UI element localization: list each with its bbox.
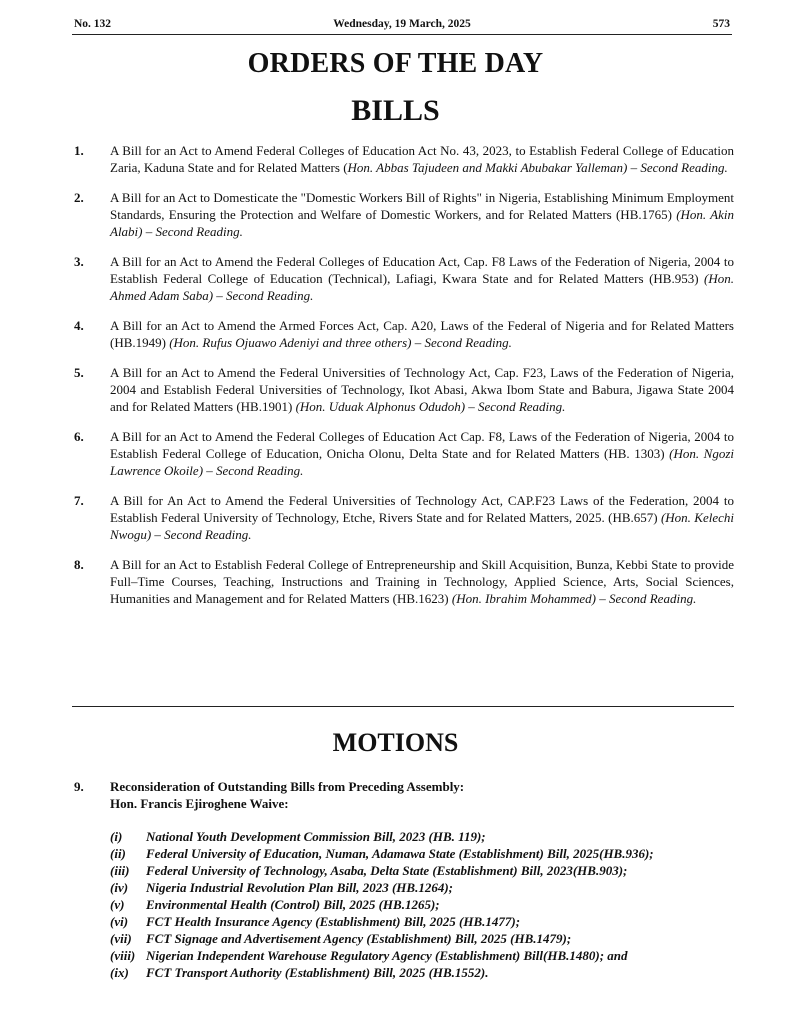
bill-text: A Bill for an Act to Amend the Federal Colleges of Education Act Cap. F8, Laws of the Federation of Nigeria, 2004 to Establish Federal College of Education, Onicha Olonu, Delta State and for Related Matters (HB. 1303) (Hon. Ngozi Lawrence Okoile) – Second Reading. xyxy=(110,429,734,478)
list-item: (i) National Youth Development Commission Bill, 2023 (HB. 119); xyxy=(110,829,486,844)
list-item: (viii) Nigerian Independent Warehouse Regulatory Agency (Establishment) Bill(HB.1480); and xyxy=(110,948,628,963)
bill-text: A Bill for an Act to Amend the Federal Colleges of Education Act, Cap. F8 Laws of the Federation of Nigeria, 2004 to Establish Federal College of Education (Technical), Lafiagi, Kwara State and for Related Matters (HB.953) (Hon. Ahmed Adam Saba) – Second Reading. xyxy=(110,254,734,303)
bill-number: 6. xyxy=(74,429,84,444)
bills-list xyxy=(72,142,734,620)
section-divider xyxy=(72,706,734,707)
motion-bill-list xyxy=(110,828,730,981)
bill-text: A Bill for an Act to Amend Federal Colleges of Education Act No. 43, 2023, to Establish Federal College of Education Zaria, Kaduna State and for Related Matters (Hon. Abbas Tajudeen and Makki Abubakar Yalleman) – Second Reading. xyxy=(110,143,734,175)
bill-number: 8. xyxy=(74,557,84,572)
motion-mover: Hon. Francis Ejiroghene Waive: xyxy=(110,796,289,811)
page-number: 573 xyxy=(712,18,730,30)
bill-sponsor: (Hon. Uduak Alphonus Odudoh) – Second Reading. xyxy=(295,399,566,414)
list-item: (v) Environmental Health (Control) Bill, 2025 (HB.1265); xyxy=(110,897,440,912)
bill-number: 5. xyxy=(74,365,84,380)
bill-number: 2. xyxy=(74,190,84,205)
motion-item-9 xyxy=(72,778,734,812)
bill-sponsor: (Hon. Ahmed Adam Saba) – Second Reading. xyxy=(110,271,734,303)
bill-sponsor: Hon. Abbas Tajudeen and Makki Abubakar Yalleman) – Second Reading. xyxy=(347,160,728,175)
bill-item-2 xyxy=(72,189,734,240)
list-item: (ix) FCT Transport Authority (Establishment) Bill, 2025 (HB.1552). xyxy=(110,965,489,980)
bill-number: 7. xyxy=(74,493,84,508)
bill-number: 3. xyxy=(74,254,84,269)
bill-item-1 xyxy=(72,142,734,176)
list-item: (vi) FCT Health Insurance Agency (Establishment) Bill, 2025 (HB.1477); xyxy=(110,914,521,929)
bill-text: A Bill for an Act to Amend the Federal Universities of Technology Act, Cap. F23, Laws of the Federation of Nigeria, 2004 and Establish Federal Universities of Technology, Ikot Abasi, Akwa Ibom State and Babura, Jigawa State 2004 and for Related Matters (HB.1901) (Hon. Uduak Alphonus Odudoh) – Second Reading. xyxy=(110,365,734,414)
list-item: (iii) Federal University of Technology, Asaba, Delta State (Establishment) Bill, 2023(HB.903); xyxy=(110,863,628,878)
bill-number: 1. xyxy=(74,143,84,158)
page-header xyxy=(72,16,732,35)
motions-heading: MOTIONS xyxy=(332,728,459,757)
motion-heading: Reconsideration of Outstanding Bills from Preceding Assembly: xyxy=(110,779,465,794)
bill-sponsor: (Hon. Rufus Ojuawo Adeniyi and three others) – Second Reading. xyxy=(169,335,512,350)
issue-date: Wednesday, 19 March, 2025 xyxy=(333,18,471,30)
bill-text: A Bill for an Act to Amend the Armed Forces Act, Cap. A20, Laws of the Federal of Nigeria and for Related Matters (HB.1949) (Hon. Rufus Ojuawo Adeniyi and three others) – Second Reading. xyxy=(110,318,734,350)
orders-of-the-day-heading: ORDERS OF THE DAY xyxy=(247,48,544,79)
issue-number: No. 132 xyxy=(74,18,112,30)
bill-sponsor: (Hon. Akin Alabi) – Second Reading. xyxy=(110,207,734,239)
bill-text: A Bill for an Act to Establish Federal College of Entrepreneurship and Skill Acquisition, Bunza, Kebbi State to provide Full–Time Courses, Teaching, Instructions and Training in Technology, Applied Science, Arts, Social Sciences, Humanities and Management and for Related Matters (HB.1623) (Hon. Ibrahim Mohammed) – Second Reading. xyxy=(110,557,734,606)
bill-text: A Bill for An Act to Amend the Federal Universities of Technology Act, CAP.F23 Laws of the Federation, 2004 to Establish Federal University of Technology, Etche, Rivers State and for Related Matters, 2025. (HB.657) (Hon. Kelechi Nwogu) – Second Reading. xyxy=(110,493,734,542)
motion-number: 9. xyxy=(74,779,84,794)
bill-sponsor: (Hon. Ngozi Lawrence Okoile) – Second Reading. xyxy=(110,446,734,478)
bill-item-3 xyxy=(72,253,734,304)
bill-item-6 xyxy=(72,428,734,479)
list-item: (ii) Federal University of Education, Numan, Adamawa State (Establishment) Bill, 2025(HB.936); xyxy=(110,846,654,861)
bill-item-7 xyxy=(72,492,734,543)
list-item: (iv) Nigeria Industrial Revolution Plan Bill, 2023 (HB.1264); xyxy=(110,880,453,895)
bill-sponsor: (Hon. Ibrahim Mohammed) – Second Reading. xyxy=(451,591,697,606)
bill-item-8 xyxy=(72,556,734,607)
bill-item-5 xyxy=(72,364,734,415)
bill-text: A Bill for an Act to Domesticate the "Domestic Workers Bill of Rights" in Nigeria, Establishing Minimum Employment Standards, Ensuring the Protection and Welfare of Domestic Workers, and for Related Matters (HB.1765) (Hon. Akin Alabi) – Second Reading. xyxy=(110,190,734,239)
list-item: (vii) FCT Signage and Advertisement Agency (Establishment) Bill, 2025 (HB.1479); xyxy=(110,931,572,946)
bill-item-4 xyxy=(72,317,734,351)
bill-sponsor: (Hon. Kelechi Nwogu) – Second Reading. xyxy=(110,510,734,542)
bill-number: 4. xyxy=(74,318,84,333)
bills-heading: BILLS xyxy=(351,94,440,127)
